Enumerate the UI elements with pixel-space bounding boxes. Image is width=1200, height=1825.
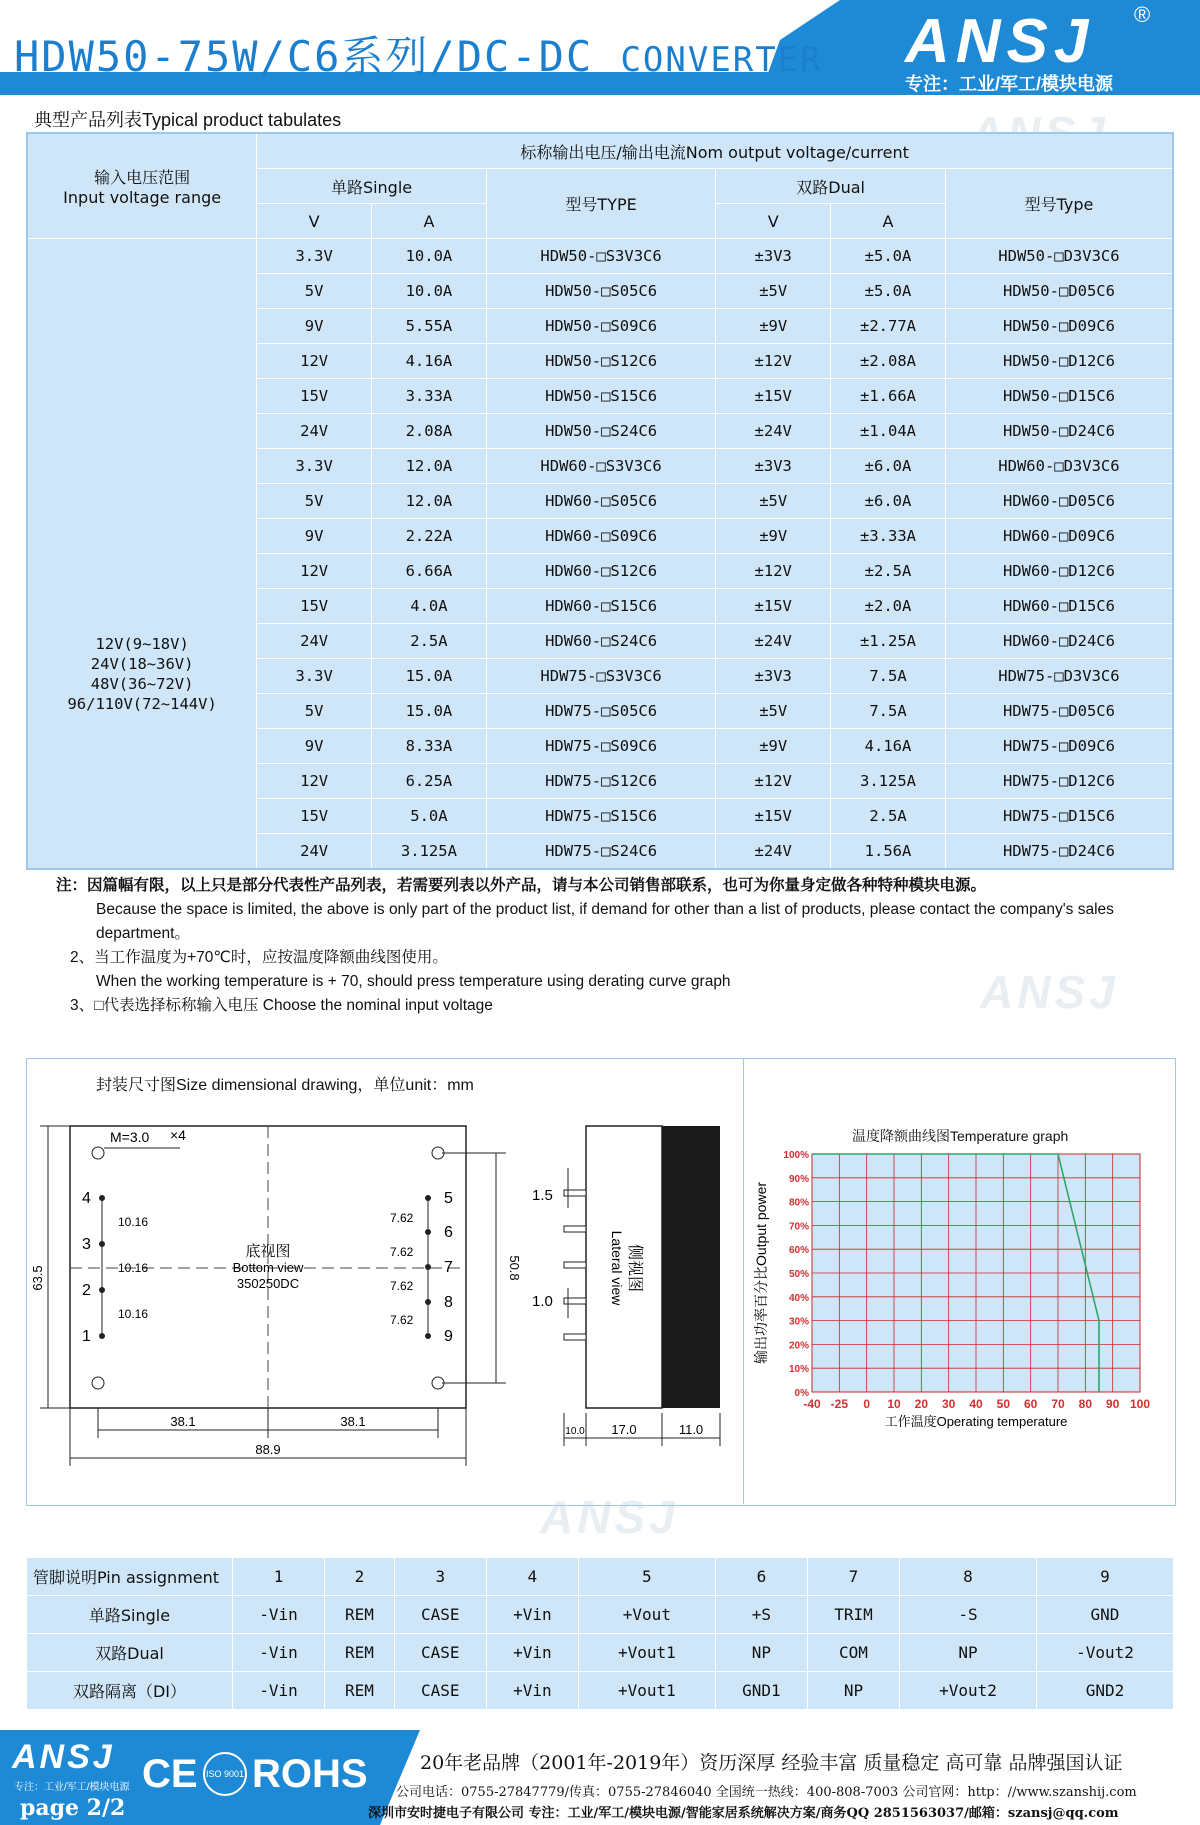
input-range-item: 96/110V(72~144V) [67, 694, 217, 713]
table-cell: ±12V [716, 344, 831, 379]
note-2-cn: 2、当工作温度为+70℃时，应按温度降额曲线图使用。 [70, 949, 448, 966]
table-cell: 10.0A [372, 274, 487, 309]
drawing-divider [743, 1058, 744, 1504]
table-cell: 9V [257, 729, 372, 764]
table-cell: ±3V3 [716, 659, 831, 694]
table-cell: 7.5A [831, 694, 946, 729]
x-tick-label: 0 [863, 1397, 871, 1411]
y-tick-label: 0% [794, 1388, 809, 1399]
pin-row-label: 双路隔离（DI） [27, 1672, 233, 1710]
width-label: 88.9 [255, 1442, 281, 1457]
table-cell: 5V [257, 694, 372, 729]
pin-table [26, 1557, 1174, 1710]
table-cell: HDW75-□S15C6 [486, 799, 716, 834]
type-header-dual: 型号Type [945, 169, 1173, 239]
table-cell: HDW60-□D15C6 [945, 589, 1173, 624]
y-tick-label: 80% [788, 1197, 809, 1209]
mount-count: ×4 [170, 1127, 186, 1143]
table-cell: HDW60-□D09C6 [945, 519, 1173, 554]
dim-17-label: 17.0 [611, 1422, 637, 1437]
y-tick-label: 10% [788, 1364, 809, 1376]
pin-cell: REM [325, 1634, 395, 1672]
table-cell: 10.0A [372, 239, 487, 274]
table-cell: 3.3V [257, 659, 372, 694]
brand-slogan: 专注：工业/军工/模块电源 [905, 74, 1114, 94]
table-cell: HDW75-□S24C6 [486, 834, 716, 870]
table-cell: HDW60-□S05C6 [486, 484, 716, 519]
pin-row [27, 1634, 1174, 1672]
table-cell: HDW50-□S12C6 [486, 344, 716, 379]
pin-label-2: 2 [82, 1282, 91, 1299]
iso-badge: ISO 9001 [203, 1752, 247, 1796]
table-cell: ±12V [716, 764, 831, 799]
pin-cell: +Vout1 [578, 1634, 715, 1672]
input-range-item: 48V(36~72V) [90, 674, 194, 693]
company-info: 深圳市安时捷电子有限公司 专注：工业/军工/模块电源/智能家居系统解决方案/商务QQ 2851563037/邮箱：szansj@qq.com [368, 1806, 1119, 1821]
table-cell: HDW50-□D15C6 [945, 379, 1173, 414]
pin-number: 6 [715, 1558, 807, 1596]
input-range-item: 12V(9~18V) [95, 634, 189, 653]
table-cell: 5V [257, 274, 372, 309]
footer-logo: ANSJ [12, 1738, 115, 1776]
y-tick-label: 50% [788, 1269, 809, 1280]
brand-statement: 20年老品牌（2001年-2019年）资历深厚 经验丰富 质量稳定 高可靠 品牌强国认证 [420, 1752, 1123, 1774]
table-cell: HDW75-□S12C6 [486, 764, 716, 799]
mount-hole [92, 1147, 104, 1159]
side-view-drawing [530, 1108, 730, 1478]
table-cell: ±24V [716, 414, 831, 449]
pitch-label: 7.62 [390, 1279, 414, 1293]
half-width-label: 38.1 [170, 1414, 196, 1429]
pin-row-label: 双路Dual [27, 1634, 233, 1672]
pin-header-row [27, 1558, 1174, 1596]
pin-cell: -Vout2 [1036, 1634, 1173, 1672]
table-cell: 5.55A [372, 309, 487, 344]
table-cell: HDW75-□D09C6 [945, 729, 1173, 764]
table-cell: 2.22A [372, 519, 487, 554]
side-view-label-en: Lateral view [609, 1230, 625, 1306]
x-tick-label: -40 [803, 1397, 821, 1411]
table-cell: HDW75-□S05C6 [486, 694, 716, 729]
pin-label-8: 8 [444, 1294, 453, 1311]
table-cell: 3.33A [372, 379, 487, 414]
brand-logo: ANSJ [905, 7, 1095, 76]
table-cell: HDW75-□D05C6 [945, 694, 1173, 729]
contact-info: 公司电话：0755-27847779/传真：0755-27846040 全国统一热线：400-808-7003 公司官网：http：//www.szanshij.com [396, 1785, 1137, 1800]
col-v-dual: V [716, 204, 831, 239]
table-cell: ±15V [716, 379, 831, 414]
dual-header: 双路Dual [716, 169, 946, 204]
input-range-header [27, 133, 257, 239]
table-cell: 8.33A [372, 729, 487, 764]
pin-cell: +Vout [578, 1596, 715, 1634]
table-cell: HDW60-□D05C6 [945, 484, 1173, 519]
y-tick-label: 90% [788, 1173, 809, 1185]
table-cell: ±15V [716, 799, 831, 834]
table-cell: HDW50-□S09C6 [486, 309, 716, 344]
table-cell: ±2.0A [831, 589, 946, 624]
table-cell: 3.3V [257, 239, 372, 274]
table-cell: ±1.04A [831, 414, 946, 449]
x-tick-label: 30 [941, 1397, 956, 1411]
pin-cell: -S [900, 1596, 1037, 1634]
table-cell: 6.66A [372, 554, 487, 589]
table-cell: HDW60-□S12C6 [486, 554, 716, 589]
note-2-en: When the working temperature is + 70, should press temperature using derating curve graph [96, 973, 731, 990]
table-cell: ±24V [716, 834, 831, 870]
pin-cell: CASE [394, 1672, 486, 1710]
bottom-view-label-cn: 底视图 [245, 1243, 291, 1260]
table-cell: HDW50-□S05C6 [486, 274, 716, 309]
table-cell: 3.125A [372, 834, 487, 870]
heatsink [662, 1126, 720, 1408]
pin-cell: -Vin [233, 1596, 325, 1634]
y-axis-label: 输出功率百分比Output power [753, 1181, 769, 1365]
pin-cell: GND1 [715, 1672, 807, 1710]
pin-number: 8 [900, 1558, 1037, 1596]
table-cell: HDW50-□S24C6 [486, 414, 716, 449]
table-cell: HDW50-□S15C6 [486, 379, 716, 414]
table-cell: ±3V3 [716, 449, 831, 484]
table-cell: ±9V [716, 309, 831, 344]
table-cell: HDW50-□D12C6 [945, 344, 1173, 379]
input-range-header-cn: 输入电压范围 [94, 168, 191, 187]
pin-label-6: 6 [444, 1224, 453, 1241]
table-cell: HDW75-□D12C6 [945, 764, 1173, 799]
pin-number: 3 [394, 1558, 486, 1596]
table-cell: HDW50-□D3V3C6 [945, 239, 1173, 274]
table-cell: ±15V [716, 589, 831, 624]
table-cell: 12.0A [372, 484, 487, 519]
pin-number: 9 [1036, 1558, 1173, 1596]
table-cell: 3.125A [831, 764, 946, 799]
table-cell: ±6.0A [831, 449, 946, 484]
pin-cell: GND2 [1036, 1672, 1173, 1710]
half-width-label: 38.1 [340, 1414, 366, 1429]
note-1-en: Because the space is limited, the above is only part of the product list, if demand for other than a list of products, please contact the company's sales department。 [96, 901, 1114, 942]
table-row [27, 239, 1173, 274]
x-tick-label: 40 [969, 1397, 983, 1411]
bottom-view-label-en: Bottom view [232, 1260, 304, 1275]
drawing-title: 封装尺寸图Size dimensional drawing，单位unit：mm [96, 1077, 474, 1094]
height-label: 63.5 [30, 1265, 45, 1291]
title-tail: CONVERTER [620, 40, 823, 80]
table-cell: 2.5A [372, 624, 487, 659]
model-number: 350250DC [236, 1276, 300, 1291]
y-tick-label: 40% [788, 1292, 809, 1304]
note-3: 3、□代表选择标称输入电压 Choose the nominal input voltage [70, 997, 493, 1014]
page-title [14, 24, 823, 84]
pin-label-9: 9 [444, 1328, 453, 1345]
y-tick-label: 60% [788, 1245, 809, 1257]
chart-title: 温度降额曲线图Temperature graph [852, 1128, 1069, 1144]
rohs-mark: ROHS [252, 1752, 368, 1796]
pitch-label: 10.16 [118, 1307, 149, 1321]
pin-number: 4 [486, 1558, 578, 1596]
input-range-cell [27, 239, 257, 870]
pin-cell: +Vin [486, 1634, 578, 1672]
pin-row [27, 1596, 1174, 1634]
table-cell: ±5.0A [831, 239, 946, 274]
pin-cell: +Vout1 [578, 1672, 715, 1710]
table-cell: HDW60-□S24C6 [486, 624, 716, 659]
y-tick-label: 30% [788, 1316, 809, 1328]
pin-cell: COM [807, 1634, 899, 1672]
pin-cell: NP [900, 1634, 1037, 1672]
table-cell: HDW75-□D24C6 [945, 834, 1173, 870]
table-cell: ±5.0A [831, 274, 946, 309]
table-cell: 24V [257, 624, 372, 659]
table-cell: 12V [257, 554, 372, 589]
pitch-label: 7.62 [390, 1211, 414, 1225]
table-cell: ±3V3 [716, 239, 831, 274]
pitch-label: 10.16 [118, 1261, 149, 1275]
type-header-single: 型号TYPE [486, 169, 716, 239]
table-cell: 2.08A [372, 414, 487, 449]
pin-cell: CASE [394, 1634, 486, 1672]
output-header: 标称输出电压/输出电流Nom output voltage/current [257, 133, 1173, 169]
pin-cell: GND [1036, 1596, 1173, 1634]
table-cell: 9V [257, 309, 372, 344]
note-1-cn: 注：因篇幅有限，以上只是部分代表性产品列表，若需要列表以外产品，请与本公司销售部联系，也可为你量身定做各种特种模块电源。 [56, 877, 987, 894]
table-cell: 2.5A [831, 799, 946, 834]
table-cell: ±1.66A [831, 379, 946, 414]
pin-cell: +Vout2 [900, 1672, 1037, 1710]
table-cell: ±9V [716, 519, 831, 554]
pin-cell: +S [715, 1596, 807, 1634]
col-a-single: A [372, 204, 487, 239]
table-cell: 12V [257, 344, 372, 379]
pin-label-4: 4 [82, 1190, 91, 1207]
x-tick-label: 60 [1023, 1397, 1038, 1411]
single-header: 单路Single [257, 169, 487, 204]
table-cell: ±6.0A [831, 484, 946, 519]
pin-cell: CASE [394, 1596, 486, 1634]
table-cell: ±5V [716, 274, 831, 309]
table-cell: HDW75-□S09C6 [486, 729, 716, 764]
table-cell: ±9V [716, 729, 831, 764]
input-range-item: 24V(18~36V) [90, 654, 194, 673]
x-axis-label: 工作温度Operating temperature [884, 1414, 1068, 1429]
table-cell: 9V [257, 519, 372, 554]
x-tick-label: 70 [1051, 1397, 1065, 1411]
ce-mark: CE [142, 1752, 198, 1796]
pin-number: 5 [578, 1558, 715, 1596]
bottom-view-drawing [30, 1108, 530, 1478]
pin-cell: REM [325, 1672, 395, 1710]
table-cell: HDW50-□D05C6 [945, 274, 1173, 309]
pin-row [27, 1672, 1174, 1710]
pin-cell: REM [325, 1596, 395, 1634]
pin-cell: TRIM [807, 1596, 899, 1634]
dim-11-label: 11.0 [678, 1422, 704, 1437]
table-cell: 12V [257, 764, 372, 799]
product-table-title: 典型产品列表Typical product tabulates [34, 110, 342, 130]
dim-10-label: 10.0 [565, 1426, 585, 1437]
pin-cell: -Vin [233, 1672, 325, 1710]
pitch-label: 10.16 [118, 1215, 149, 1229]
pin-number: 1 [233, 1558, 325, 1596]
table-cell: HDW60-□D3V3C6 [945, 449, 1173, 484]
watermark-logo: ANSJ [980, 966, 1119, 1018]
col-a-dual: A [831, 204, 946, 239]
notes [56, 874, 1176, 1018]
derating-chart [752, 1142, 1172, 1452]
pin-label-3: 3 [82, 1236, 91, 1253]
table-cell: HDW60-□S3V3C6 [486, 449, 716, 484]
table-cell: ±5V [716, 484, 831, 519]
x-tick-label: -25 [830, 1397, 849, 1411]
watermark-logo: ANSJ [540, 1491, 679, 1543]
side-view-label-cn: 侧视图 [626, 1243, 643, 1293]
y-tick-label: 20% [788, 1340, 809, 1352]
pin-label-1: 1 [82, 1328, 91, 1345]
table-cell: 24V [257, 834, 372, 870]
x-tick-label: 90 [1105, 1397, 1120, 1411]
input-range-header-en: Input voltage range [63, 188, 222, 207]
page-number: page 2/2 [20, 1795, 126, 1821]
table-cell: 15.0A [372, 694, 487, 729]
footer-logo-sub: 专注：工业/军工/模块电源 [14, 1782, 130, 1793]
table-cell: HDW60-□S15C6 [486, 589, 716, 624]
col-v-single: V [257, 204, 372, 239]
pin-cell: NP [715, 1634, 807, 1672]
x-tick-label: 20 [914, 1397, 929, 1411]
pin-1-5-label: 1.5 [532, 1187, 553, 1204]
table-cell: 4.16A [372, 344, 487, 379]
table-cell: 1.56A [831, 834, 946, 870]
table-cell: HDW60-□D24C6 [945, 624, 1173, 659]
pin-table-header: 管脚说明Pin assignment [27, 1558, 233, 1596]
x-tick-label: 10 [887, 1397, 901, 1411]
table-cell: ±3.33A [831, 519, 946, 554]
table-cell: 3.3V [257, 449, 372, 484]
table-cell: HDW60-□S09C6 [486, 519, 716, 554]
pitch-50-label: 50.8 [507, 1255, 522, 1281]
side-pins [564, 1168, 586, 1340]
table-cell: 7.5A [831, 659, 946, 694]
pin-cell: NP [807, 1672, 899, 1710]
pin-label-5: 5 [444, 1190, 453, 1207]
table-cell: 12.0A [372, 449, 487, 484]
table-cell: ±24V [716, 624, 831, 659]
x-tick-label: 80 [1078, 1397, 1093, 1411]
x-tick-label: 50 [996, 1397, 1011, 1411]
pin-number: 2 [325, 1558, 395, 1596]
mount-label: M=3.0 [110, 1129, 150, 1145]
pin-row-label: 单路Single [27, 1596, 233, 1634]
x-tick-label: 100 [1129, 1397, 1151, 1411]
table-cell: 15V [257, 589, 372, 624]
pin-cell: -Vin [233, 1634, 325, 1672]
table-cell: 15V [257, 379, 372, 414]
table-cell: HDW50-□S3V3C6 [486, 239, 716, 274]
table-cell: 4.0A [372, 589, 487, 624]
table-cell: 5V [257, 484, 372, 519]
pin-1-0-label: 1.0 [532, 1293, 553, 1310]
table-cell: ±2.77A [831, 309, 946, 344]
table-cell: ±1.25A [831, 624, 946, 659]
pitch-label: 7.62 [390, 1245, 414, 1259]
table-cell: 15.0A [372, 659, 487, 694]
table-cell: HDW50-□D09C6 [945, 309, 1173, 344]
table-cell: ±5V [716, 694, 831, 729]
y-tick-label: 100% [783, 1150, 809, 1161]
product-table [26, 132, 1174, 870]
table-cell: HDW60-□D12C6 [945, 554, 1173, 589]
pin-cell: +Vin [486, 1672, 578, 1710]
table-cell: HDW75-□S3V3C6 [486, 659, 716, 694]
pitch-label: 7.62 [390, 1313, 414, 1327]
table-cell: ±12V [716, 554, 831, 589]
table-cell: 6.25A [372, 764, 487, 799]
table-cell: ±2.5A [831, 554, 946, 589]
y-tick-label: 70% [788, 1221, 809, 1233]
pin-cell: +Vin [486, 1596, 578, 1634]
table-cell: 5.0A [372, 799, 487, 834]
table-cell: 24V [257, 414, 372, 449]
pin-label-7: 7 [444, 1259, 453, 1276]
table-cell: ±2.08A [831, 344, 946, 379]
title-main: HDW50-75W/C6系列/DC-DC [14, 32, 594, 81]
table-cell: HDW50-□D24C6 [945, 414, 1173, 449]
table-cell: 4.16A [831, 729, 946, 764]
table-cell: 15V [257, 799, 372, 834]
mount-hole [92, 1377, 104, 1389]
pin-number: 7 [807, 1558, 899, 1596]
table-cell: HDW75-□D15C6 [945, 799, 1173, 834]
table-cell: HDW75-□D3V3C6 [945, 659, 1173, 694]
registered-mark: ® [1134, 2, 1151, 27]
